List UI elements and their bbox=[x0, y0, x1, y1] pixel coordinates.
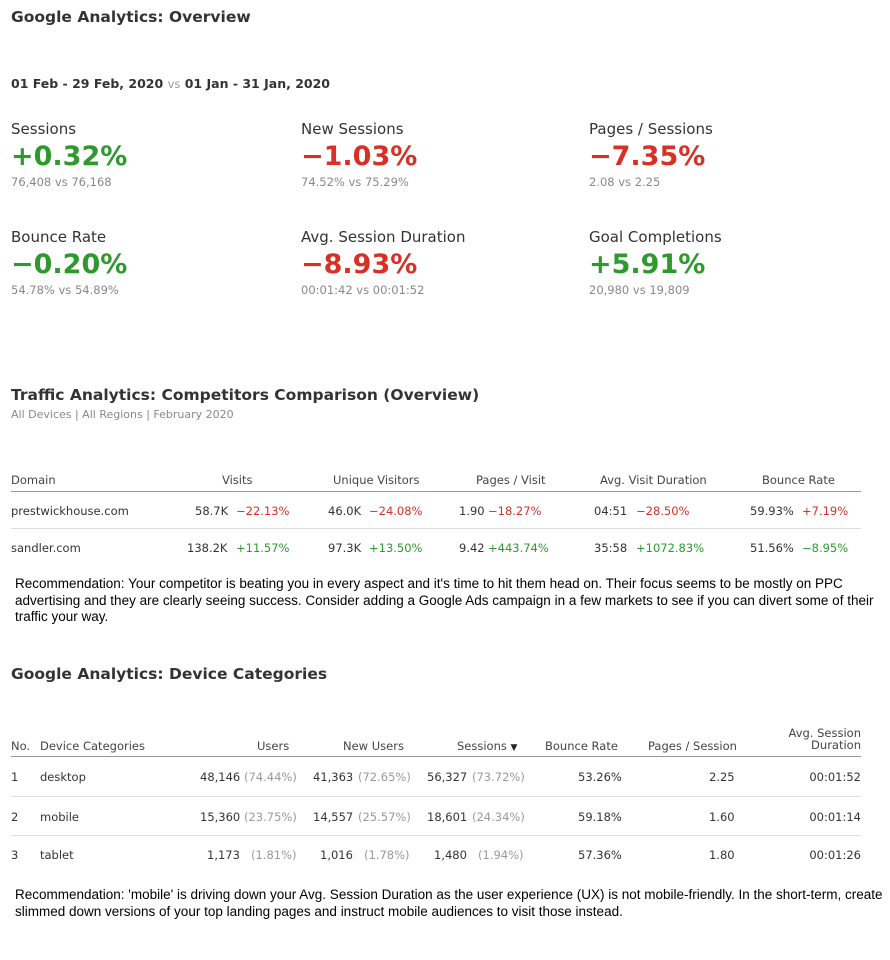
row-avd: 04:51 bbox=[594, 504, 628, 518]
row-new-users: 14,557 bbox=[313, 810, 354, 824]
header-rule bbox=[11, 491, 861, 492]
row-users: 15,360 bbox=[200, 810, 241, 824]
row-asd: 00:01:52 bbox=[809, 770, 861, 784]
row-pps: 2.25 bbox=[709, 770, 735, 784]
kpi-label: Pages / Sessions bbox=[589, 120, 713, 138]
col-asd-line2: Duration bbox=[811, 738, 861, 752]
kpi-avg-session-duration bbox=[301, 228, 571, 297]
kpi-label: Goal Completions bbox=[589, 228, 722, 246]
row-domain: sandler.com bbox=[11, 541, 81, 555]
row-new-users: 41,363 bbox=[313, 770, 354, 784]
devices-table-header bbox=[11, 727, 861, 755]
row-category: tablet bbox=[40, 848, 74, 862]
kpi-change: −0.20% bbox=[11, 249, 128, 280]
col-domain[interactable]: Domain bbox=[11, 473, 56, 487]
sort-desc-icon: ▼ bbox=[510, 743, 518, 753]
row-new-users-pct: (1.78%) bbox=[364, 848, 410, 862]
row-new-users-pct: (72.65%) bbox=[358, 770, 411, 784]
date-range-current: 01 Feb - 29 Feb, 2020 bbox=[11, 76, 164, 91]
row-unique: 97.3K bbox=[328, 541, 362, 555]
row-ppv-change: +443.74% bbox=[488, 541, 549, 555]
table-row bbox=[11, 541, 861, 561]
traffic-title: Traffic Analytics: Competitors Comparison (Overview) bbox=[11, 386, 480, 404]
row-pps: 1.60 bbox=[709, 810, 735, 824]
kpi-change: +5.91% bbox=[589, 249, 706, 280]
row-ppv: 1.90 bbox=[459, 504, 485, 518]
col-sessions[interactable] bbox=[457, 739, 517, 753]
devices-title: Google Analytics: Device Categories bbox=[11, 665, 328, 683]
row-bounce: 59.18% bbox=[578, 810, 622, 824]
kpi-compare: 2.08 vs 2.25 bbox=[589, 175, 661, 189]
kpi-sessions bbox=[11, 120, 281, 189]
row-pps: 1.80 bbox=[709, 848, 735, 862]
col-sessions-label: Sessions bbox=[457, 739, 507, 753]
kpi-change: −7.35% bbox=[589, 141, 706, 172]
row-unique-change: +13.50% bbox=[369, 541, 423, 555]
row-unique-change: −24.08% bbox=[369, 504, 423, 518]
col-device-categories[interactable]: Device Categories bbox=[40, 739, 145, 753]
kpi-pages-per-session bbox=[589, 120, 859, 189]
row-no: 3 bbox=[11, 848, 19, 862]
kpi-bounce-rate bbox=[11, 228, 281, 297]
col-bounce-rate[interactable]: Bounce Rate bbox=[762, 473, 835, 487]
date-range bbox=[11, 76, 330, 91]
row-bounce: 53.26% bbox=[578, 770, 622, 784]
row-new-users: 1,016 bbox=[320, 848, 353, 862]
row-unique: 46.0K bbox=[328, 504, 362, 518]
col-no[interactable]: No. bbox=[11, 739, 31, 753]
row-sessions-pct: (24.34%) bbox=[472, 810, 525, 824]
table-row bbox=[11, 504, 861, 524]
row-divider bbox=[11, 796, 861, 797]
col-avg-session-duration[interactable] bbox=[789, 727, 862, 751]
kpi-label: Avg. Session Duration bbox=[301, 228, 466, 246]
row-sessions: 56,327 bbox=[427, 770, 468, 784]
row-avd: 35:58 bbox=[594, 541, 628, 555]
col-asd-line1: Avg. Session bbox=[788, 726, 861, 740]
table-row bbox=[11, 810, 861, 830]
row-new-users-pct: (25.57%) bbox=[358, 810, 411, 824]
row-visits: 138.2K bbox=[187, 541, 228, 555]
kpi-change: −1.03% bbox=[301, 141, 418, 172]
row-no: 1 bbox=[11, 770, 19, 784]
row-bounce: 51.56% bbox=[750, 541, 794, 555]
row-users: 48,146 bbox=[200, 770, 241, 784]
row-no: 2 bbox=[11, 810, 19, 824]
kpi-compare: 00:01:42 vs 00:01:52 bbox=[301, 283, 425, 297]
traffic-subtitle: All Devices | All Regions | February 2020 bbox=[11, 408, 234, 421]
row-avd-change: −28.50% bbox=[636, 504, 690, 518]
kpi-label: Sessions bbox=[11, 120, 77, 138]
row-users-pct: (23.75%) bbox=[244, 810, 297, 824]
row-bounce: 59.93% bbox=[750, 504, 794, 518]
row-sessions: 1,480 bbox=[434, 848, 467, 862]
row-sessions-pct: (73.72%) bbox=[472, 770, 525, 784]
row-bounce: 57.36% bbox=[578, 848, 622, 862]
row-sessions-pct: (1.94%) bbox=[478, 848, 524, 862]
header-rule bbox=[11, 756, 861, 757]
row-category: desktop bbox=[40, 770, 86, 784]
table-row bbox=[11, 770, 861, 790]
col-users[interactable]: Users bbox=[257, 739, 290, 753]
col-pages-per-visit[interactable]: Pages / Visit bbox=[476, 473, 546, 487]
col-bounce-rate[interactable]: Bounce Rate bbox=[545, 739, 618, 753]
devices-recommendation: Recommendation: 'mobile' is driving down your Avg. Session Duration as the user experience (UX) is not mobile-friendly. In the short-term, create slimmed down versions of your top landing pages and instruct mobile audiences to visit those instead. bbox=[15, 887, 883, 919]
row-visits: 58.7K bbox=[195, 504, 229, 518]
date-range-vs: vs bbox=[167, 77, 181, 91]
row-ppv-change: −18.27% bbox=[488, 504, 542, 518]
kpi-compare: 20,980 vs 19,809 bbox=[589, 283, 690, 297]
row-visits-change: −22.13% bbox=[236, 504, 290, 518]
kpi-goal-completions bbox=[589, 228, 859, 297]
row-domain: prestwickhouse.com bbox=[11, 504, 129, 518]
traffic-table-header bbox=[11, 473, 861, 493]
row-avd-change: +1072.83% bbox=[636, 541, 705, 555]
row-sessions: 18,601 bbox=[427, 810, 468, 824]
traffic-recommendation: Recommendation: Your competitor is beating you in every aspect and it's time to hit them head on. Their focus seems to be mostly on PPC advertising and they are clearly seeing success. Consider adding a Google Ads campaign in a few markets to see if you can divert some of their traffic your way. bbox=[15, 576, 874, 624]
col-avg-visit-duration[interactable]: Avg. Visit Duration bbox=[600, 473, 707, 487]
kpi-compare: 54.78% vs 54.89% bbox=[11, 283, 119, 297]
row-users-pct: (74.44%) bbox=[244, 770, 297, 784]
col-pages-per-session[interactable]: Pages / Session bbox=[648, 739, 737, 753]
row-users-pct: (1.81%) bbox=[251, 848, 297, 862]
row-category: mobile bbox=[40, 810, 80, 824]
overview-title: Google Analytics: Overview bbox=[11, 8, 251, 26]
kpi-compare: 76,408 vs 76,168 bbox=[11, 175, 112, 189]
col-new-users[interactable]: New Users bbox=[343, 739, 404, 753]
row-divider bbox=[11, 528, 861, 529]
row-divider bbox=[11, 835, 861, 836]
kpi-new-sessions bbox=[301, 120, 571, 189]
table-row bbox=[11, 848, 861, 868]
row-bounce-change: +7.19% bbox=[802, 504, 849, 518]
row-asd: 00:01:26 bbox=[809, 848, 861, 862]
col-unique-visitors[interactable]: Unique Visitors bbox=[333, 473, 420, 487]
kpi-label: New Sessions bbox=[301, 120, 404, 138]
row-bounce-change: −8.95% bbox=[802, 541, 849, 555]
kpi-change: +0.32% bbox=[11, 141, 128, 172]
row-ppv: 9.42 bbox=[459, 541, 485, 555]
kpi-compare: 74.52% vs 75.29% bbox=[301, 175, 409, 189]
kpi-change: −8.93% bbox=[301, 249, 418, 280]
col-visits[interactable]: Visits bbox=[222, 473, 253, 487]
kpi-label: Bounce Rate bbox=[11, 228, 107, 246]
row-asd: 00:01:14 bbox=[809, 810, 861, 824]
row-visits-change: +11.57% bbox=[236, 541, 290, 555]
date-range-previous: 01 Jan - 31 Jan, 2020 bbox=[184, 76, 330, 91]
row-users: 1,173 bbox=[207, 848, 240, 862]
